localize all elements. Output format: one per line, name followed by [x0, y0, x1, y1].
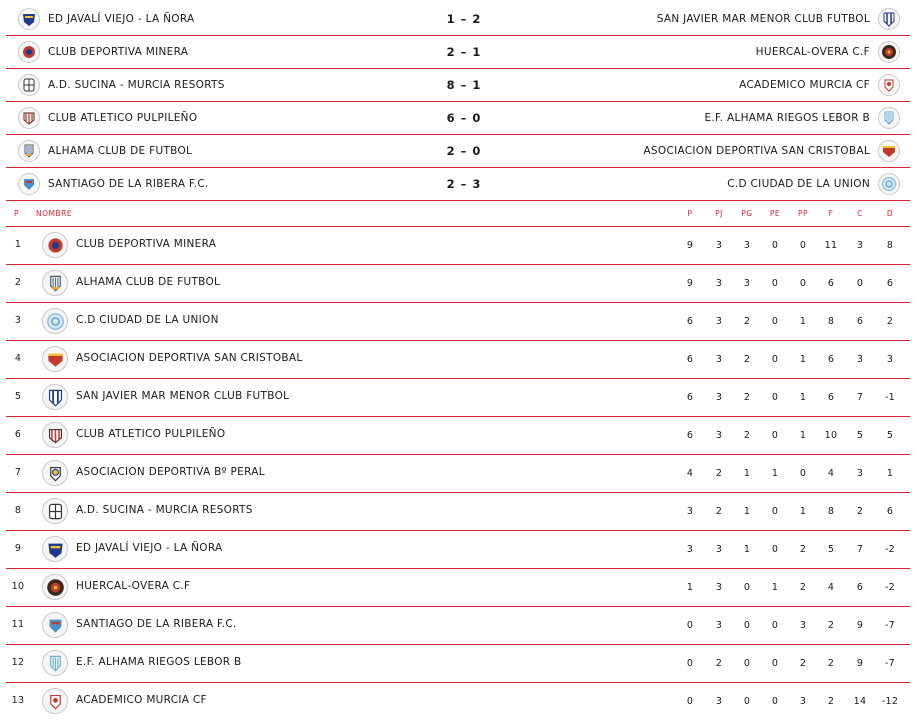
stat-pe: 1 [771, 582, 779, 593]
match-score: 2 – 1 [446, 45, 482, 59]
table-row[interactable] [6, 455, 910, 493]
union-crest-icon [42, 308, 68, 334]
pulpileno-crest-icon [42, 422, 68, 448]
stat-c: 6 [856, 582, 864, 593]
team-name: ED JAVALÍ VIEJO - LA ÑORA [76, 542, 223, 554]
stat-pj: 2 [715, 468, 723, 479]
stat-p: 6 [686, 354, 694, 365]
stat-pp: 0 [799, 278, 807, 289]
san-javier-crest-icon [878, 8, 900, 30]
stat-c: 14 [853, 696, 867, 707]
santiago-crest-icon [18, 173, 40, 195]
col-pos-header: P [14, 209, 20, 218]
stat-pp: 3 [799, 696, 807, 707]
match-results [6, 3, 910, 201]
away-team-name: HUERCAL-OVERA C.F [755, 46, 870, 58]
stat-pe: 0 [771, 240, 779, 251]
stat-p: 0 [686, 658, 694, 669]
table-row[interactable] [6, 645, 910, 683]
stat-d: 5 [886, 430, 894, 441]
stat-pj: 3 [715, 544, 723, 555]
stat-pg: 0 [743, 658, 751, 669]
stat-pg: 2 [743, 430, 751, 441]
stat-pe: 0 [771, 506, 779, 517]
stat-pe: 0 [771, 392, 779, 403]
stat-pj: 3 [715, 316, 723, 327]
row-position: 3 [14, 315, 22, 326]
table-row[interactable] [6, 265, 910, 303]
col-pj-header: PJ [715, 209, 723, 218]
stat-pp: 2 [799, 544, 807, 555]
stat-p: 9 [686, 278, 694, 289]
home-team-name: ALHAMA CLUB DE FUTBOL [48, 145, 193, 157]
row-position: 5 [14, 391, 22, 402]
row-position: 9 [14, 543, 22, 554]
match-row[interactable] [6, 102, 910, 135]
team-name: SANTIAGO DE LA RIBERA F.C. [76, 618, 237, 630]
col-pe-header: PE [769, 209, 781, 218]
home-team-name: CLUB DEPORTIVA MINERA [48, 46, 189, 58]
stat-pe: 0 [771, 354, 779, 365]
stat-c: 3 [856, 240, 864, 251]
stat-c: 9 [856, 658, 864, 669]
stat-pp: 1 [799, 506, 807, 517]
stat-pj: 3 [715, 696, 723, 707]
match-row[interactable] [6, 69, 910, 102]
stat-d: -7 [884, 658, 896, 669]
huercal-crest-icon [878, 41, 900, 63]
stat-pp: 1 [799, 316, 807, 327]
stat-pg: 0 [743, 696, 751, 707]
team-name: ACADEMICO MURCIA CF [76, 694, 207, 706]
team-name: A.D. SUCINA - MURCIA RESORTS [76, 504, 253, 516]
stat-pp: 0 [799, 468, 807, 479]
stat-f: 2 [827, 658, 835, 669]
stat-pj: 2 [715, 506, 723, 517]
san-javier-crest-icon [42, 384, 68, 410]
stat-p: 6 [686, 430, 694, 441]
table-row[interactable] [6, 341, 910, 379]
stat-d: 6 [886, 506, 894, 517]
minera-crest-icon [42, 232, 68, 258]
stat-d: 8 [886, 240, 894, 251]
team-name: HUERCAL-OVERA C.F [76, 580, 191, 592]
row-position: 1 [14, 239, 22, 250]
stat-f: 4 [827, 468, 835, 479]
stat-pg: 1 [743, 544, 751, 555]
stat-f: 8 [827, 506, 835, 517]
stat-pj: 3 [715, 354, 723, 365]
santiago-crest-icon [42, 612, 68, 638]
stat-pg: 2 [743, 392, 751, 403]
away-team-name: ACADEMICO MURCIA CF [739, 79, 870, 91]
away-team-name: SAN JAVIER MAR MENOR CLUB FUTBOL [656, 13, 870, 25]
stat-pe: 0 [771, 696, 779, 707]
stat-f: 6 [827, 392, 835, 403]
san-cristobal-crest-icon [42, 346, 68, 372]
sucina-crest-icon [18, 74, 40, 96]
stat-pe: 1 [771, 468, 779, 479]
table-row[interactable] [6, 607, 910, 645]
stat-pp: 1 [799, 354, 807, 365]
stat-c: 3 [856, 468, 864, 479]
alhama-crest-icon [42, 270, 68, 296]
union-crest-icon [878, 173, 900, 195]
match-row[interactable] [6, 3, 910, 36]
stat-f: 2 [827, 620, 835, 631]
stat-pj: 3 [715, 240, 723, 251]
peral-crest-icon [42, 460, 68, 486]
stat-d: -2 [884, 544, 896, 555]
alhama-crest-icon [18, 140, 40, 162]
stat-d: 6 [886, 278, 894, 289]
col-c-header: C [857, 209, 863, 218]
home-team-name: ED JAVALÍ VIEJO - LA ÑORA [48, 13, 195, 25]
stat-p: 9 [686, 240, 694, 251]
away-team-name: C.D CIUDAD DE LA UNION [727, 178, 870, 190]
home-team-name: A.D. SUCINA - MURCIA RESORTS [48, 79, 225, 91]
col-name-header: NOMBRE [36, 209, 73, 218]
match-row[interactable] [6, 135, 910, 168]
stat-f: 8 [827, 316, 835, 327]
stat-d: 2 [886, 316, 894, 327]
stat-p: 3 [686, 506, 694, 517]
stat-pp: 3 [799, 620, 807, 631]
col-pp-header: PP [797, 209, 809, 218]
stat-pe: 0 [771, 316, 779, 327]
huercal-crest-icon [42, 574, 68, 600]
stat-pe: 0 [771, 544, 779, 555]
stat-c: 9 [856, 620, 864, 631]
academico-crest-icon [878, 74, 900, 96]
javali-crest-icon [18, 8, 40, 30]
table-row[interactable] [6, 379, 910, 417]
ef-alhama-crest-icon [878, 107, 900, 129]
stat-pj: 2 [715, 658, 723, 669]
team-name: C.D CIUDAD DE LA UNION [76, 314, 219, 326]
table-row[interactable] [6, 683, 910, 720]
stat-f: 4 [827, 582, 835, 593]
away-team-name: ASOCIACION DEPORTIVA SAN CRISTOBAL [643, 145, 870, 157]
match-score: 8 – 1 [446, 78, 482, 92]
stat-d: -2 [884, 582, 896, 593]
stat-f: 6 [827, 354, 835, 365]
col-d-header: D [886, 209, 894, 218]
sucina-crest-icon [42, 498, 68, 524]
team-name: CLUB DEPORTIVA MINERA [76, 238, 217, 250]
home-team-name: CLUB ATLETICO PULPILEÑO [48, 112, 198, 124]
stat-pg: 1 [743, 506, 751, 517]
stat-f: 6 [827, 278, 835, 289]
col-pg-header: PG [741, 209, 753, 218]
team-name: E.F. ALHAMA RIEGOS LEBOR B [76, 656, 242, 668]
table-row[interactable] [6, 531, 910, 569]
stat-d: 1 [886, 468, 894, 479]
stat-d: -7 [884, 620, 896, 631]
stat-p: 1 [686, 582, 694, 593]
pulpileno-crest-icon [18, 107, 40, 129]
match-score: 6 – 0 [446, 111, 482, 125]
stat-d: -1 [884, 392, 896, 403]
stat-pe: 0 [771, 620, 779, 631]
col-f-header: F [828, 209, 834, 218]
table-row[interactable] [6, 569, 910, 607]
stat-p: 4 [686, 468, 694, 479]
stat-pj: 3 [715, 582, 723, 593]
row-position: 12 [11, 657, 25, 668]
stat-pp: 2 [799, 582, 807, 593]
table-header [6, 200, 910, 227]
row-position: 10 [11, 581, 25, 592]
match-row[interactable] [6, 168, 910, 201]
team-name: SAN JAVIER MAR MENOR CLUB FUTBOL [76, 390, 290, 402]
stat-c: 5 [856, 430, 864, 441]
match-score: 1 – 2 [446, 12, 482, 26]
stat-pe: 0 [771, 430, 779, 441]
stat-c: 7 [856, 544, 864, 555]
row-position: 8 [14, 505, 22, 516]
row-position: 7 [14, 467, 22, 478]
row-position: 13 [11, 695, 25, 706]
minera-crest-icon [18, 41, 40, 63]
stat-f: 11 [824, 240, 838, 251]
away-team-name: E.F. ALHAMA RIEGOS LEBOR B [704, 112, 870, 124]
stat-p: 6 [686, 316, 694, 327]
javali-crest-icon [42, 536, 68, 562]
table-row[interactable] [6, 417, 910, 455]
team-name: ASOCIACION DEPORTIVA SAN CRISTOBAL [76, 352, 303, 364]
table-row[interactable] [6, 493, 910, 531]
stat-c: 3 [856, 354, 864, 365]
stat-pj: 3 [715, 278, 723, 289]
stat-c: 6 [856, 316, 864, 327]
stat-c: 0 [856, 278, 864, 289]
table-row[interactable] [6, 227, 910, 265]
stat-p: 3 [686, 544, 694, 555]
san-cristobal-crest-icon [878, 140, 900, 162]
match-score: 2 – 0 [446, 144, 482, 158]
stat-pg: 2 [743, 354, 751, 365]
stat-p: 0 [686, 620, 694, 631]
stat-d: -12 [881, 696, 899, 707]
stat-p: 0 [686, 696, 694, 707]
stat-pp: 2 [799, 658, 807, 669]
stat-pg: 2 [743, 316, 751, 327]
stat-pp: 0 [799, 240, 807, 251]
row-position: 4 [14, 353, 22, 364]
stat-pe: 0 [771, 658, 779, 669]
team-name: ALHAMA CLUB DE FUTBOL [76, 276, 221, 288]
stat-pg: 0 [743, 620, 751, 631]
stat-pg: 3 [743, 240, 751, 251]
row-position: 2 [14, 277, 22, 288]
standings-table [6, 200, 910, 720]
stat-pe: 0 [771, 278, 779, 289]
stat-pj: 3 [715, 430, 723, 441]
col-p-header: P [687, 209, 693, 218]
stat-c: 7 [856, 392, 864, 403]
academico-crest-icon [42, 688, 68, 714]
stat-pg: 3 [743, 278, 751, 289]
stat-c: 2 [856, 506, 864, 517]
stat-d: 3 [886, 354, 894, 365]
stat-pg: 0 [743, 582, 751, 593]
match-row[interactable] [6, 36, 910, 69]
stat-pp: 1 [799, 430, 807, 441]
stat-f: 5 [827, 544, 835, 555]
team-name: CLUB ATLETICO PULPILEÑO [76, 428, 226, 440]
match-score: 2 – 3 [446, 177, 482, 191]
stat-pj: 3 [715, 620, 723, 631]
home-team-name: SANTIAGO DE LA RIBERA F.C. [48, 178, 209, 190]
stat-pg: 1 [743, 468, 751, 479]
stat-p: 6 [686, 392, 694, 403]
table-row[interactable] [6, 303, 910, 341]
ef-alhama-crest-icon [42, 650, 68, 676]
row-position: 6 [14, 429, 22, 440]
row-position: 11 [11, 619, 25, 630]
stat-pp: 1 [799, 392, 807, 403]
team-name: ASOCIACION DEPORTIVA Bº PERAL [76, 466, 265, 478]
stat-f: 10 [824, 430, 838, 441]
stat-pj: 3 [715, 392, 723, 403]
stat-f: 2 [827, 696, 835, 707]
